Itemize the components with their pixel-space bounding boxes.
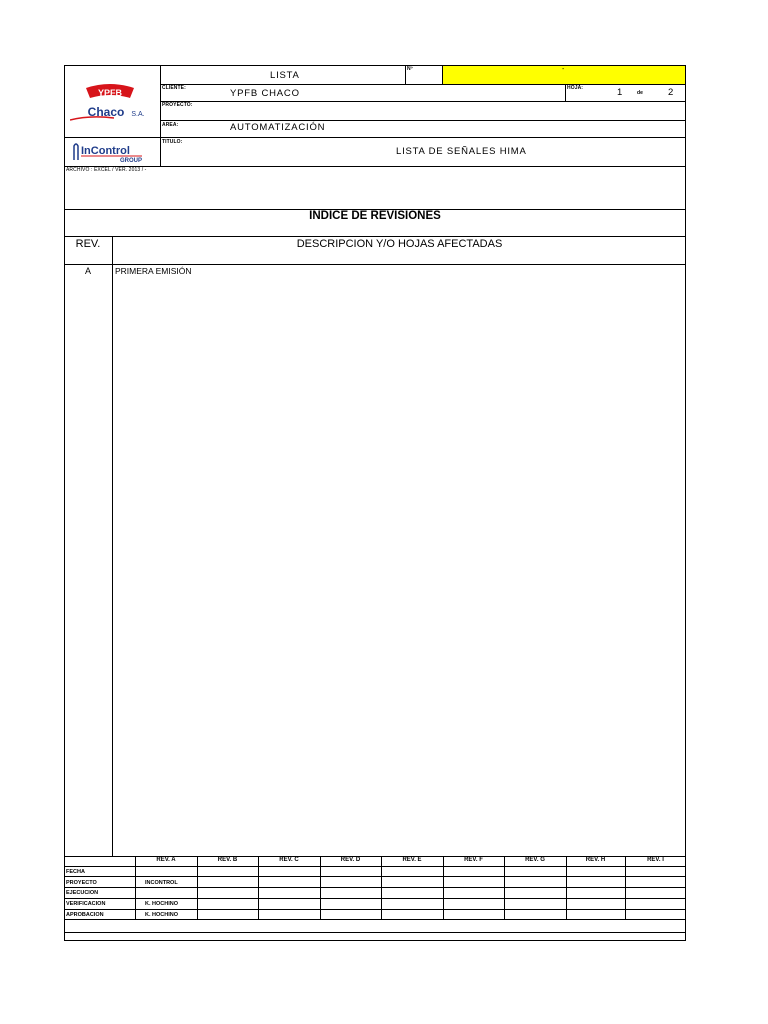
numero-divider bbox=[405, 65, 406, 84]
signoff-col-rev-c: REV. C bbox=[279, 857, 299, 863]
signoff-col-rev-d: REV. D bbox=[340, 857, 361, 863]
signoff-row-aprobacion: APROBACION bbox=[66, 912, 104, 918]
hoja-value: 1 bbox=[617, 87, 624, 98]
signoff-row-fecha: FECHA bbox=[66, 869, 85, 875]
signoff-line-5 bbox=[64, 909, 686, 910]
signoff-col-rev-f: REV. F bbox=[464, 857, 483, 863]
hoja-label: HOJA: bbox=[567, 85, 584, 91]
signoff-proyecto-a: INCONTROL bbox=[145, 880, 178, 886]
document-frame bbox=[64, 65, 686, 941]
revision-row-desc: PRIMERA EMISIÓN bbox=[115, 266, 192, 276]
signoff-row-ejecucion: EJECUCION bbox=[66, 890, 99, 896]
signoff-col-div-3 bbox=[320, 856, 321, 919]
signoff-line-2 bbox=[64, 876, 686, 877]
signoff-line-1 bbox=[64, 866, 686, 867]
signoff-aprobacion-a: K. HOCHINO bbox=[145, 912, 178, 918]
signoff-verificacion-a: K. HOCHINO bbox=[145, 901, 178, 907]
signoff-col-rev-e: REV. E bbox=[402, 857, 422, 863]
signoff-col-rev-h: REV. H bbox=[585, 857, 606, 863]
signoff-col-div-0 bbox=[135, 856, 136, 919]
incontrol-main-text: InControl bbox=[81, 145, 130, 157]
numero-label: Nº bbox=[407, 66, 413, 72]
ypfb-bottom-text: Chaco bbox=[87, 105, 125, 119]
signoff-col-div-1 bbox=[197, 856, 198, 919]
signoff-col-div-4 bbox=[381, 856, 382, 919]
signoff-col-div-7 bbox=[566, 856, 567, 919]
titulo-value: LISTA DE SEÑALES HIMA bbox=[396, 146, 527, 157]
doc-type: LISTA bbox=[270, 70, 300, 81]
signoff-line-3 bbox=[64, 887, 686, 888]
rev-column-header: REV. bbox=[75, 238, 101, 250]
revision-row-rev: A bbox=[84, 266, 91, 276]
incontrol-logo bbox=[72, 140, 152, 164]
desc-column-header: DESCRIPCION Y/O HOJAS AFECTADAS bbox=[296, 238, 503, 250]
signoff-col-rev-g: REV. G bbox=[525, 857, 545, 863]
header-line-1 bbox=[160, 84, 686, 85]
cliente-value: YPFB CHACO bbox=[230, 88, 300, 99]
area-value: AUTOMATIZACIÓN bbox=[230, 122, 326, 133]
signoff-col-rev-b: REV. B bbox=[217, 857, 238, 863]
ypfb-logo-graphic bbox=[70, 82, 158, 122]
ypfb-suffix-text: S.A. bbox=[131, 111, 145, 118]
ypfb-chaco-logo bbox=[70, 82, 158, 122]
cliente-label: CLIENTE: bbox=[162, 85, 186, 91]
header-line-2 bbox=[160, 101, 686, 102]
header-line-5 bbox=[64, 166, 686, 167]
header-line-3 bbox=[160, 120, 686, 121]
revisions-title: INDICE DE REVISIONES bbox=[309, 210, 441, 222]
header-line-4 bbox=[64, 137, 686, 138]
de-label: de bbox=[637, 90, 644, 96]
proyecto-label: PROYECTO: bbox=[162, 102, 193, 108]
signoff-col-rev-i: REV. I bbox=[647, 857, 664, 863]
header-logo-divider bbox=[160, 65, 161, 166]
numero-value: - bbox=[562, 66, 566, 73]
signoff-col-div-2 bbox=[258, 856, 259, 919]
numero-divider-2 bbox=[442, 65, 443, 84]
signoff-row-verificacion: VERIFICACION bbox=[66, 901, 106, 907]
ypfb-top-text: YPFB bbox=[97, 88, 123, 98]
archivo-label: ARCHIVO : EXCEL / VER. 2013 / - bbox=[66, 167, 147, 173]
signoff-col-div-5 bbox=[443, 856, 444, 919]
area-label: AREA: bbox=[162, 122, 179, 128]
rev-column-divider bbox=[112, 236, 113, 856]
revisions-header-line bbox=[64, 264, 686, 265]
signoff-col-div-6 bbox=[504, 856, 505, 919]
hoja-total: 2 bbox=[668, 87, 675, 98]
hoja-divider bbox=[565, 84, 566, 101]
signoff-line-7 bbox=[64, 932, 686, 933]
incontrol-logo-graphic bbox=[72, 140, 152, 164]
signoff-line-4 bbox=[64, 898, 686, 899]
signoff-col-rev-a: REV. A bbox=[156, 857, 176, 863]
revisions-title-line bbox=[64, 236, 686, 237]
signoff-col-div-8 bbox=[625, 856, 626, 919]
incontrol-sub-text: GROUP bbox=[119, 158, 142, 164]
signoff-row-proyecto: PROYECTO bbox=[66, 880, 97, 886]
signoff-line-6 bbox=[64, 919, 686, 920]
titulo-label: TITULO: bbox=[162, 139, 183, 145]
